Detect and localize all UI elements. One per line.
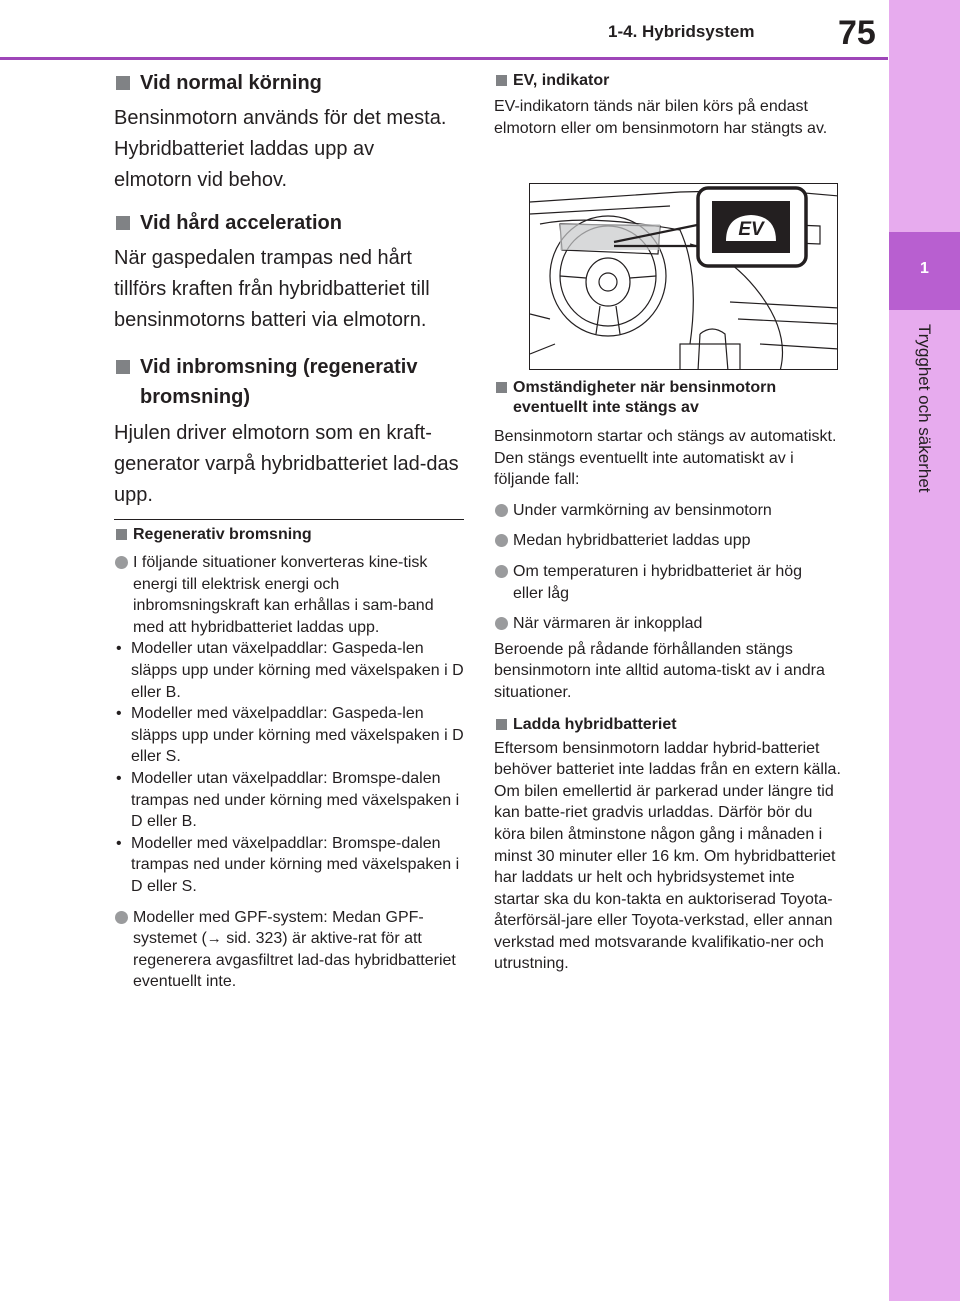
ev-indicator-text: EV-indikatorn tänds när bilen körs på endast elmotorn eller om bensinmotorn har stängts av.: [494, 98, 828, 137]
bullet-dot-icon: [495, 565, 508, 578]
arrow-right-icon: →: [206, 930, 222, 948]
engine-off-bullet: Om temperaturen i hybridbatteriet är hög eller låg: [494, 561, 846, 604]
braking-heading: Vid inbromsning (regenerativ bromsning): [114, 352, 464, 412]
heading-square-icon: [496, 719, 507, 730]
chapter-label: Trygghet och säkerhet: [915, 324, 934, 493]
ev-indicator-heading: EV, indikator: [494, 72, 844, 90]
regen-subitem: • Modeller utan växelpaddlar: Gaspeda-len släpps upp under körning med växelspaken i D eller B.: [116, 640, 464, 701]
regen-heading: Regenerativ bromsning: [114, 526, 466, 544]
heading-square-icon: [116, 76, 130, 90]
section-divider: [114, 519, 464, 520]
ev-icon-label: EV: [738, 219, 764, 240]
heading-square-icon: [116, 529, 127, 540]
engine-off-heading: Omständigheter när bensinmotorn eventuellt inte stängs av: [494, 378, 846, 418]
bullet-dot-icon: [495, 504, 508, 517]
ev-indicator-illustration: [529, 183, 838, 370]
header-rule: [0, 57, 888, 60]
dashboard-drawing: [530, 184, 838, 370]
normal-driving-heading: Vid normal körning: [114, 72, 464, 95]
chapter-number-box: [889, 232, 960, 310]
engine-off-text: Bensinmotorn startar och stängs av automatiskt. Den stängs eventuellt inte automatiskt av i följande fall:: [494, 428, 837, 489]
section-title: 1-4. Hybridsystem: [608, 22, 755, 41]
left-column: [114, 70, 464, 511]
normal-driving-text: Bensinmotorn används för det mesta. Hybridbatteriet laddas upp av elmotorn vid behov.: [114, 107, 447, 191]
page-reference-link[interactable]: sid. 323) är aktive-rat för att regenerera avgasfiltret lad-das hybridbatteriet eventuellt inte.: [133, 930, 456, 991]
bullet-dot-icon: [495, 617, 508, 630]
braking-text: Hjulen driver elmotorn som en kraft-generator varpå hybridbatteriet lad-das upp.: [114, 422, 459, 506]
engine-off-bullet: När värmaren är inkopplad: [494, 613, 846, 635]
heading-square-icon: [116, 360, 130, 374]
regen-subitem: • Modeller med växelpaddlar: Gaspeda-len släpps upp under körning med växelspaken i D eller S.: [116, 705, 464, 766]
charge-battery-text: Eftersom bensinmotorn laddar hybrid-batteriet behöver batteriet inte laddas från en extern källa. Om bilen emellertid är parkerad under längre tid kan batte-riet gradvis urladdas. Därför bör du köra bilen åtminstone någon gång i månaden i minst 30 minuter eller 16 km. Om hybridbatteriet har laddats ur helt och hybridsystemet inte startar ska du kon-takta en auktoriserad Toyota-återförsäl-jare eller Toyota-verkstad, eller annan verkstad med motsvarande kvalifikatio-ner och utrustning.: [494, 739, 841, 973]
engine-off-after-text: Beroende på rådande förhållanden stängs bensinmotorn inte alltid automa-tiskt av i andra situationer.: [494, 640, 825, 701]
right-column-bottom: [494, 378, 846, 975]
heading-square-icon: [116, 216, 130, 230]
bullet-dot-icon: [115, 911, 128, 924]
page-number: 75: [838, 14, 876, 52]
charge-battery-heading: Ladda hybridbatteriet: [494, 716, 846, 734]
hard-acceleration-heading: Vid hård acceleration: [114, 212, 464, 235]
regen-subitem: • Modeller med växelpaddlar: Bromspe-dalen trampas ned under körning med växelspaken i D eller S.: [116, 834, 460, 895]
bullet-dot-icon: [115, 556, 128, 569]
hard-acceleration-text: När gaspedalen trampas ned hårt tillförs kraften från hybridbatteriet till bensinmotorns batteri via elmotorn.: [114, 247, 430, 331]
regen-bullet: I följande situationer konverteras kine-tisk energi till elektrisk energi och inbromsningskraft kan erhållas i sam-band med att hybridbatteriet laddas upp.: [114, 552, 466, 638]
right-column-top: [494, 72, 844, 139]
heading-square-icon: [496, 75, 507, 86]
gpf-bullet: Modeller med GPF-system: Medan GPF-systemet (→ sid. 323) är aktive-rat för att regenerera avgasfiltret lad-das hybridbatteriet eventuellt inte.: [114, 907, 466, 993]
chapter-tab-bar: [889, 0, 960, 1301]
heading-square-icon: [496, 382, 507, 393]
regen-subitem: • Modeller utan växelpaddlar: Bromspe-dalen trampas ned under körning med växelspaken i D eller B.: [116, 769, 460, 831]
bullet-dot-icon: [495, 534, 508, 547]
chapter-number: 1: [920, 260, 929, 277]
regen-section: [114, 526, 466, 993]
engine-off-bullet: Medan hybridbatteriet laddas upp: [494, 530, 846, 552]
engine-off-bullet: Under varmkörning av bensinmotorn: [494, 500, 846, 522]
